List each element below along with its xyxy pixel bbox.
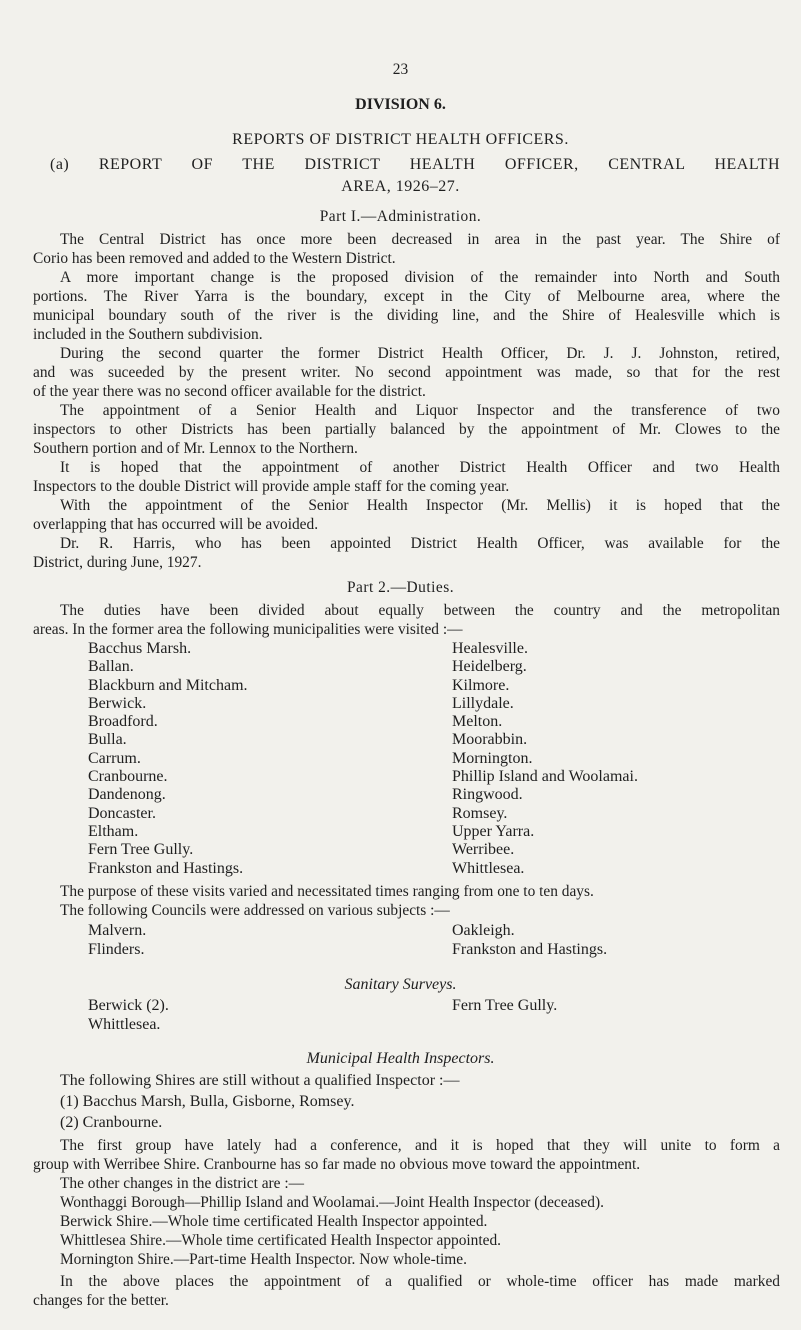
municipality-item: Bacchus Marsh.: [88, 640, 192, 657]
municipality-item: Ballan.: [88, 658, 134, 676]
municipality-item: Cranbourne.: [88, 768, 168, 786]
municipality-item: Eltham.: [88, 822, 139, 840]
municipality-item: Romsey.: [452, 804, 508, 822]
municipality-item: Ringwood.: [452, 786, 523, 804]
councils-right-list: [452, 921, 607, 959]
municipality-item: Moorabbin.: [452, 731, 528, 749]
municipality-item: Lillydale.: [452, 694, 514, 712]
municipalities-right-list: [452, 640, 638, 878]
municipality-item: Whittlesea.: [452, 859, 525, 877]
part1-line: Inspectors to the double District will provide ample staff for the coming year.: [33, 478, 510, 495]
municipality-item: Frankston and Hastings.: [88, 859, 244, 877]
council-item: Malvern.: [88, 922, 147, 939]
municipality-item: Carrum.: [88, 749, 141, 767]
part1-line: Corio has been removed and added to the Western District.: [33, 250, 396, 267]
sanitary-right-list: [452, 996, 557, 1015]
part1-line: During the second quarter the former District Health Officer, Dr. J. J. Johnston, retired,: [60, 345, 780, 362]
part1-line: portions. The River Yarra is the boundary, except in the City of Melbourne area, where the: [33, 288, 780, 305]
shire-group-item: (1) Bacchus Marsh, Bulla, Gisborne, Romsey.: [60, 1093, 355, 1110]
sanitary-surveys-heading: Sanitary Surveys.: [344, 976, 457, 993]
part1-line: and was suceeded by the present writer. No second appointment was made, so that for the rest: [33, 364, 780, 381]
municipality-item: Werribee.: [452, 841, 515, 859]
municipality-item: Doncaster.: [88, 804, 156, 822]
municipality-item: Fern Tree Gully.: [88, 841, 194, 859]
municipality-item: Healesville.: [452, 640, 528, 657]
first-group-line2: group with Werribee Shire. Cranbourne has so far made no obvious move toward the appointment.: [33, 1156, 641, 1173]
change-item: Berwick Shire.—Whole time certificated Health Inspector appointed.: [60, 1213, 488, 1230]
part1-line: overlapping that has occurred will be avoided.: [33, 516, 319, 533]
municipality-item: Berwick.: [88, 694, 147, 712]
page-number: 23: [392, 61, 409, 78]
part1-line: A more important change is the proposed division of the remainder into North and South: [60, 269, 780, 286]
part1-line: It is hoped that the appointment of another District Health Officer and two Health: [60, 459, 780, 476]
councils-line: The following Councils were addressed on various subjects :—: [60, 902, 450, 919]
municipality-item: Upper Yarra.: [452, 822, 535, 840]
part1-line: municipal boundary south of the river is the dividing line, and the Shire of Healesville which is: [33, 307, 780, 324]
change-item: Wonthaggi Borough—Phillip Island and Woolamai.—Joint Health Inspector (deceased).: [60, 1194, 604, 1211]
part1-line: With the appointment of the Senior Health Inspector (Mr. Mellis) it is hoped that the: [60, 497, 780, 514]
purpose-line: The purpose of these visits varied and necessitated times ranging from one to ten days.: [60, 883, 594, 900]
first-group-line1: The first group have lately had a conference, and it is hoped that they will unite to form a: [60, 1137, 780, 1154]
municipality-item: Phillip Island and Woolamai.: [452, 768, 638, 786]
report-title-line2: AREA, 1926–27.: [341, 178, 460, 195]
change-item: Mornington Shire.—Part-time Health Inspector. Now whole-time.: [60, 1251, 467, 1268]
part1-line: of the year there was no second officer available for the district.: [33, 383, 426, 400]
closing-line1: In the above places the appointment of a qualified or whole-time officer has made marked: [60, 1273, 780, 1290]
part1-line: Southern portion and of Mr. Lennox to the Northern.: [33, 440, 358, 457]
municipalities-left-list: [88, 640, 248, 878]
part1-heading: Part I.—Administration.: [319, 208, 482, 225]
councils-left-list: [88, 921, 146, 959]
municipal-inspectors-heading: Municipal Health Inspectors.: [306, 1050, 495, 1067]
change-item: Whittlesea Shire.—Whole time certificated Health Inspector appointed.: [60, 1232, 502, 1249]
municipality-item: Broadford.: [88, 713, 158, 731]
council-item: Oakleigh.: [452, 922, 515, 939]
shires-line: The following Shires are still without a qualified Inspector :—: [60, 1072, 460, 1089]
municipality-item: Blackburn and Mitcham.: [88, 676, 248, 694]
sanitary-left-list: [88, 996, 169, 1034]
municipality-item: Heidelberg.: [452, 658, 527, 676]
part2-intro-line1: The duties have been divided about equally between the country and the metropolitan: [60, 602, 780, 619]
sanitary-item: Berwick (2).: [88, 997, 169, 1014]
municipality-item: Dandenong.: [88, 786, 166, 804]
sanitary-item: Fern Tree Gully.: [452, 997, 558, 1014]
part1-line: Dr. R. Harris, who has been appointed District Health Officer, was available for the: [60, 535, 780, 552]
council-item: Flinders.: [88, 941, 145, 958]
part2-intro-line2: areas. In the former area the following municipalities were visited :—: [33, 621, 463, 638]
part1-line: inspectors to other Districts has been partially balanced by the appointment of Mr. Clowes to the: [33, 421, 780, 438]
municipality-item: Bulla.: [88, 731, 127, 749]
part2-heading: Part 2.—Duties.: [346, 579, 455, 596]
municipality-item: Kilmore.: [452, 676, 510, 694]
closing-line2: changes for the better.: [33, 1292, 169, 1309]
municipality-item: Melton.: [452, 713, 503, 731]
part1-line: The appointment of a Senior Health and Liquor Inspector and the transference of two: [60, 402, 780, 419]
part1-line: included in the Southern subdivision.: [33, 326, 263, 343]
part1-line: The Central District has once more been decreased in area in the past year. The Shire of: [60, 231, 780, 248]
council-item: Frankston and Hastings.: [452, 941, 608, 958]
report-title-line1: (a) REPORT OF THE DISTRICT HEALTH OFFICER, CENTRAL HEALTH: [50, 156, 780, 173]
division-heading: DIVISION 6.: [355, 96, 446, 113]
reports-heading: REPORTS OF DISTRICT HEALTH OFFICERS.: [232, 131, 569, 148]
sanitary-item: Whittlesea.: [88, 1016, 161, 1033]
shire-group-item: (2) Cranbourne.: [60, 1114, 163, 1131]
part1-line: District, during June, 1927.: [33, 554, 202, 571]
municipality-item: Mornington.: [452, 749, 533, 767]
other-changes-line: The other changes in the district are :—: [60, 1175, 305, 1192]
